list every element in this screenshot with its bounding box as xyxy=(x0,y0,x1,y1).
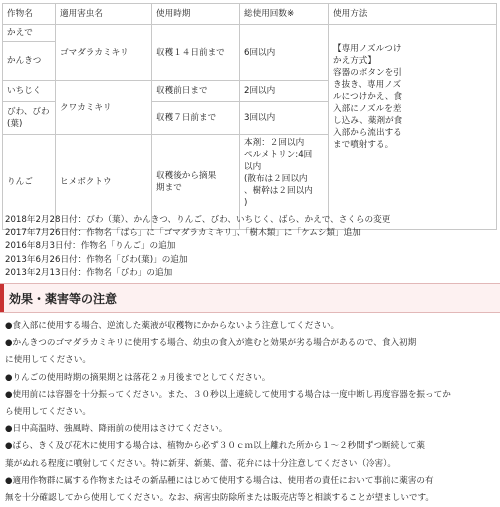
method-line: し込み、薬剤が食 xyxy=(333,116,403,126)
total-line: 本剤：２回以内 xyxy=(244,138,305,148)
crop-line: (葉) xyxy=(7,119,23,129)
pest-cell: ゴマダラカミキリ xyxy=(56,25,152,81)
history-line: 2018年2月28日付：びわ（葉）、かんきつ、りんご、びわ、いちじく、ばら、かえで、さくらの変更 xyxy=(5,215,391,225)
total-line: ) xyxy=(244,198,248,208)
total-line: (散布は２回以内 xyxy=(244,174,308,184)
table-row xyxy=(3,25,497,42)
timing-line: 収穫後から摘果 xyxy=(156,171,217,181)
pest-cell: ヒメボクトウ xyxy=(56,135,152,230)
note-line: 無を十分確認してから使用してください。なお、病害虫防除所または販売店等と相談することが望ましいです。 xyxy=(5,493,435,504)
note-line: ●食入部に使用する場合、逆流した薬液が収穫物にかからないよう注意してください。 xyxy=(5,321,340,331)
crop-cell xyxy=(3,102,56,135)
note-line: ら使用してください。 xyxy=(5,407,91,418)
table-header-row xyxy=(3,4,497,25)
history-line: 2013年2月13日付：作物名「びわ」の追加 xyxy=(5,267,173,278)
note-line: ●使用前には容器を十分振ってください。また、３０秒以上連続して使用する場合は一度中断し再度容器を振ってか xyxy=(5,389,451,400)
header-method: 使用方法 xyxy=(329,4,497,25)
method-line: かえ方式】 xyxy=(333,56,376,66)
header-crop: 作物名 xyxy=(3,4,56,25)
section-title: 効果・薬害等の注意 xyxy=(9,292,118,306)
section-header xyxy=(0,283,500,313)
method-line: まで噴射する。 xyxy=(333,140,394,150)
note-line: 葉がぬれる程度に噴射してください。特に新芽、新葉、蕾、花弁には十分注意してください（冷害）。 xyxy=(5,458,397,469)
timing-cell: 収穫７日前まで xyxy=(152,102,240,135)
total-line: 以内 xyxy=(244,162,262,172)
method-line: 容器のボタンを引 xyxy=(333,68,402,78)
note-line: ●適用作物群に属する作物またはその新品種にはじめて使用する場合は、使用者の責任において事前に薬害の有 xyxy=(5,475,434,486)
method-line: き抜き、専用ノズ xyxy=(333,80,402,90)
timing-cell: 収穫１４日前まで xyxy=(152,25,240,81)
method-line: 入部にノズルを差 xyxy=(333,104,402,114)
history-line: 2016年8月3日付：作物名「りんご」の追加 xyxy=(5,241,176,252)
usage-table xyxy=(2,3,497,230)
history-line: 2013年6月26日付：作物名「びわ(葉)」の追加 xyxy=(5,254,188,265)
header-total-uses: 総使用回数※ xyxy=(240,4,329,25)
total-uses-cell: 3回以内 xyxy=(240,102,329,135)
header-pest: 適用害虫名 xyxy=(56,4,152,25)
total-line: ペルメトリン:4回 xyxy=(244,150,313,160)
method-line: ルにつけかえ、食 xyxy=(333,92,403,102)
crop-cell: りんご xyxy=(3,135,56,230)
crop-line: びわ、びわ xyxy=(7,107,50,117)
method-cell xyxy=(329,25,497,230)
note-line: ●ばら、きく及び花木に使用する場合は、植物から必ず３０ｃｍ以上離れた所から１～２秒間ずつ断続して薬 xyxy=(5,441,426,452)
history-line: 2017年7月26日付：作物名「ばら」に「ゴマダラカミキリ」、「樹木類」に「ケムシ類」追加 xyxy=(5,228,361,239)
crop-cell: かえで xyxy=(3,25,56,42)
note-line: に使用してください。 xyxy=(5,355,91,366)
revision-history xyxy=(5,214,495,280)
method-line: 入部から流出する xyxy=(333,128,402,138)
section-accent-bar xyxy=(0,284,4,312)
note-line: ●かんきつのゴマダラカミキリに使用する場合、幼虫の食入が進むと効果が劣る場合があるので、食入初期 xyxy=(5,338,417,349)
crop-cell: いちじく xyxy=(3,81,56,102)
precautions-list xyxy=(5,318,495,507)
timing-cell: 収穫前日まで xyxy=(152,81,240,102)
note-line: ●日中高温時、強風時、降雨前の使用はさけてください。 xyxy=(5,424,228,435)
note-line: ●りんごの使用時期の摘果期とは落花２ヵ月後までとしてください。 xyxy=(5,372,271,383)
total-line: 、樹幹は２回以内 xyxy=(244,186,313,196)
total-uses-cell: 2回以内 xyxy=(240,81,329,102)
timing-line: 期まで xyxy=(156,183,182,193)
pest-cell: クワカミキリ xyxy=(56,81,152,135)
crop-cell: かんきつ xyxy=(3,42,56,81)
method-line: 【専用ノズルつけ xyxy=(333,44,402,54)
header-timing: 使用時期 xyxy=(152,4,240,25)
total-uses-cell: 6回以内 xyxy=(240,25,329,81)
